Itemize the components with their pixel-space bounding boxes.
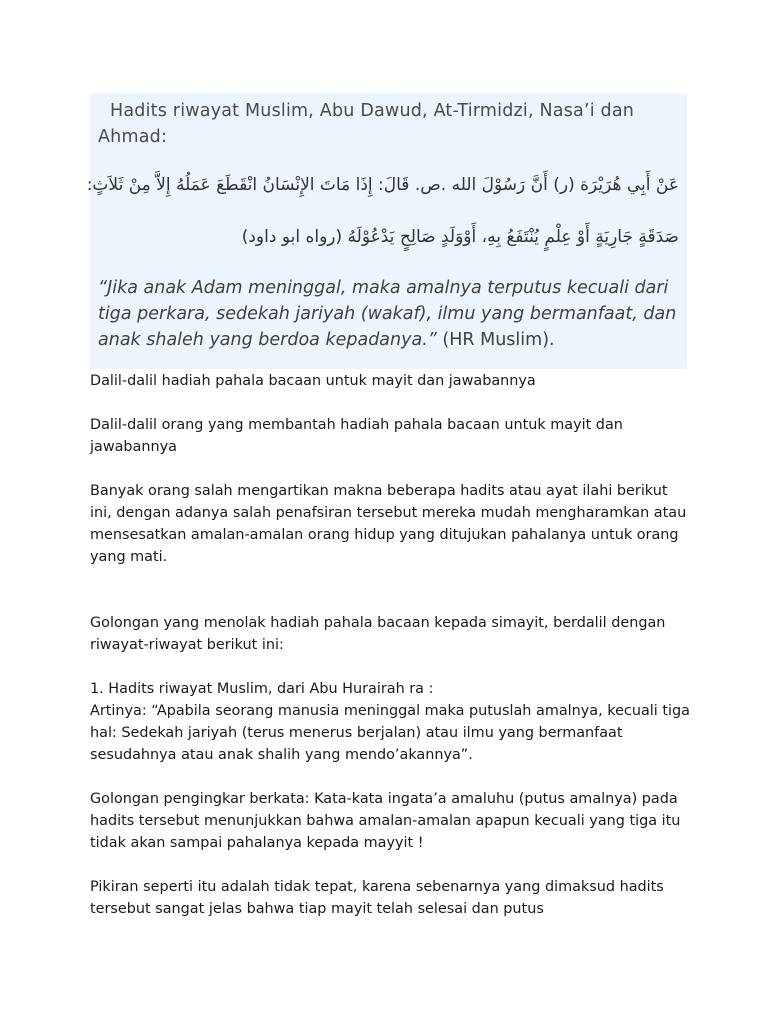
article-body — [90, 370, 690, 920]
hadith-image-box — [86, 93, 687, 369]
hadith-translation-quote — [98, 275, 688, 353]
quote-source: (HR Muslim). — [436, 330, 555, 350]
paragraph-2: Dalil-dalil orang yang membantah hadiah pahala bacaan untuk mayit dan jawabannya — [90, 417, 623, 455]
arabic-text-line-1: عَنْ أَبِي هُرَيْرَة (ر) أَنَّ رَسُوْلَ الله .ص. قَالَ: إِذَا مَاتَ الإِنْسَانُ انْقَطَعَ عَمَلُهُ إِلاَّ مِنْ ثَلاَثٍ: — [86, 175, 679, 195]
hadith-heading — [98, 98, 680, 150]
paragraph-5-body: Artinya: “Apabila seorang manusia meninggal maka putuslah amalnya, kecuali tiga hal: Sedekah jariyah (terus menerus berjalan) atau ilmu yang bermanfaat sesudahnya atau anak shalih yang mendo’akannya”. — [90, 703, 690, 763]
paragraph-5-heading: 1. Hadits riwayat Muslim, dari Abu Hurairah ra : — [90, 681, 434, 697]
quote-text: “Jika anak Adam meninggal, maka amalnya terputus kecuali dari tiga perkara, sedekah jariyah (wakaf), ilmu yang bermanfaat, dan anak shaleh yang berdoa kepadanya.” — [98, 278, 677, 350]
paragraph-6: Golongan pengingkar berkata: Kata-kata ingata’a amaluhu (putus amalnya) pada hadits tersebut menunjukkan bahwa amalan-amalan apapun kecuali yang tiga itu tidak akan sampai pahalanya kepada mayyit ! — [90, 791, 681, 851]
hadith-heading-line2: Ahmad: — [98, 127, 168, 147]
arabic-text-line-2: صَدَقَةٍ جَارِيَةٍ أَوْ عِلْمٍ يُنْتَفَعُ بِهِ، أَوْوَلَدٍ صَالِحٍ يَدْعُوْلَهُ (رواه ابو داود) — [241, 227, 679, 247]
paragraph-3: Banyak orang salah mengartikan makna beberapa hadits atau ayat ilahi berikut ini, dengan adanya salah penafsiran tersebut mereka mudah mengharamkan atau mensesatkan amalan-amalan orang hidup yang ditujukan pahalanya untuk orang yang mati. — [90, 483, 687, 565]
paragraph-4: Golongan yang menolak hadiah pahala bacaan kepada simayit, berdalil dengan riwayat-riwayat berikut ini: — [90, 615, 666, 653]
paragraph-7: Pikiran seperti itu adalah tidak tepat, karena sebenarnya yang dimaksud hadits tersebut sangat jelas bahwa tiap mayit telah selesai dan putus — [90, 879, 664, 917]
hadith-heading-line1: Hadits riwayat Muslim, Abu Dawud, At-Tirmidzi, Nasa’i dan — [110, 101, 635, 121]
paragraph-1: Dalil-dalil hadiah pahala bacaan untuk mayit dan jawabannya — [90, 373, 536, 389]
